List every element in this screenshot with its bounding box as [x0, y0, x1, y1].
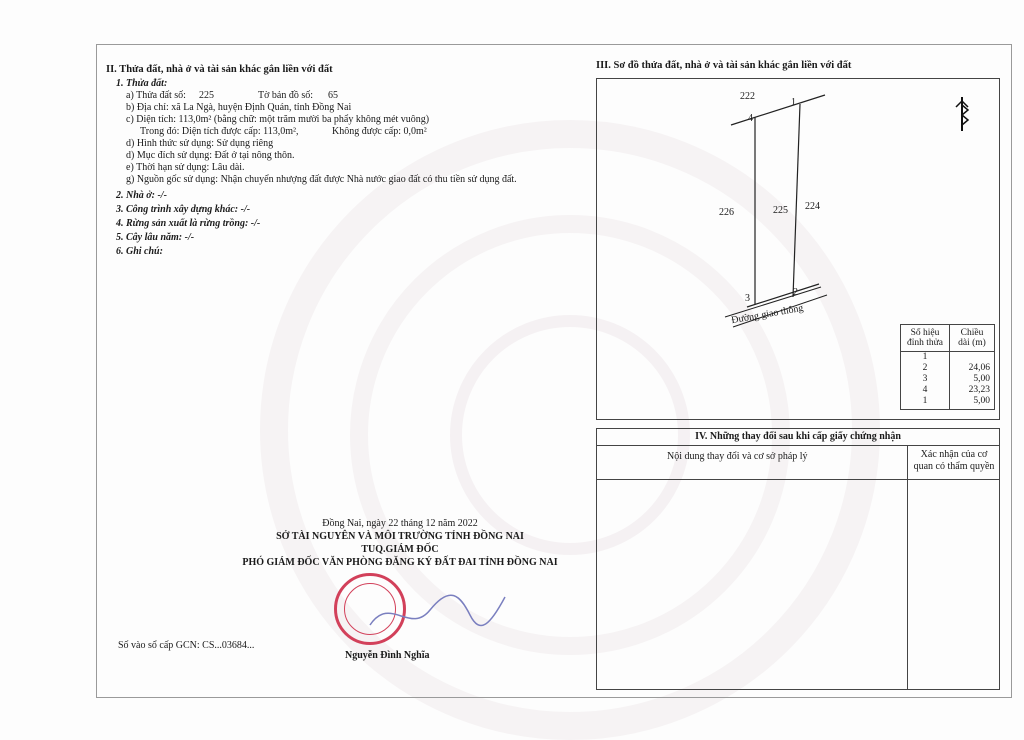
origin-of-use: g) Nguồn gốc sử dụng: Nhận chuyển nhượng đất được Nhà nước giao đất có thu tiền sử dụng đất.: [126, 174, 517, 185]
table-header-length: Chiều dài (m): [950, 325, 995, 352]
form-of-use: d) Hình thức sử dụng: Sử dụng riêng: [126, 138, 274, 149]
tuq-director: TUQ.GIÁM ĐỐC: [361, 544, 439, 555]
signer-position: PHÓ GIÁM ĐỐC VĂN PHÒNG ĐĂNG KÝ ĐẤT ĐAI TỈNH ĐỒNG NAI: [242, 557, 558, 568]
vertex-label-2: 2: [793, 287, 798, 298]
signer-name: Nguyễn Đình Nghĩa: [345, 650, 430, 661]
vertex-label-4: 4: [748, 113, 753, 124]
parcel-number: 225: [199, 90, 214, 101]
neighbor-parcel-north: 222: [740, 91, 755, 102]
construction-item: 3. Công trình xây dựng khác: -/-: [116, 204, 251, 215]
vertex-label-3: 3: [745, 293, 750, 304]
edge-length-table: [900, 324, 995, 410]
area: c) Diện tích: 113,0m² (bằng chữ: một trăm mười ba phẩy không mét vuông): [126, 114, 430, 125]
table-cell: 24,06: [968, 363, 990, 373]
term-of-use: e) Thời hạn sử dụng: Lâu dài.: [126, 162, 245, 173]
changes-table: [596, 428, 1000, 690]
north-arrow-icon: [953, 97, 971, 131]
handwritten-signature: [360, 585, 510, 645]
changes-column-content: Nội dung thay đổi và cơ sở pháp lý: [667, 451, 808, 462]
table-column-lengths: [950, 352, 995, 410]
table-cell: 1: [922, 396, 928, 406]
trees-item: 5. Cây lâu năm: -/-: [116, 232, 195, 243]
column-divider: [907, 445, 908, 689]
table-cell: 2: [922, 363, 928, 373]
table-cell: 5,00: [973, 396, 990, 406]
registry-number: Số vào sổ cấp GCN: CS...03684...: [118, 640, 255, 651]
changes-column-confirmation: Xác nhận của cơ quan có thẩm quyền: [913, 449, 995, 472]
section3-title: III. Sơ đồ thửa đất, nhà ở và tài sản khác gắn liền với đất: [596, 60, 852, 71]
table-cell: 1: [922, 352, 928, 362]
table-column-vertices: [901, 352, 950, 410]
section2-title: II. Thửa đất, nhà ở và tài sản khác gắn liền với đất: [106, 64, 333, 75]
parcel-number-label-diagram: 225: [773, 205, 788, 216]
table-cell: 5,00: [973, 374, 990, 384]
area-granted: Trong đó: Diện tích được cấp: 113,0m²,: [140, 126, 299, 137]
neighbor-parcel-east: 224: [805, 201, 820, 212]
address: b) Địa chỉ: xã La Ngà, huyện Định Quán, tỉnh Đồng Nai: [126, 102, 352, 113]
purpose-of-use: d) Mục đích sử dụng: Đất ở tại nông thôn.: [126, 150, 295, 161]
vertex-label-1: 1: [791, 97, 796, 108]
section4-title: IV. Những thay đổi sau khi cấp giấy chứng nhận: [597, 429, 999, 446]
note-item: 6. Ghi chú:: [116, 246, 163, 257]
road-label: Đường giao thông: [730, 302, 805, 327]
parcel-number-label: a) Thửa đất số:: [126, 90, 186, 101]
forest-item: 4. Rừng sản xuất là rừng trồng: -/-: [116, 218, 261, 229]
table-cell: 3: [922, 374, 928, 384]
issuing-agency: SỞ TÀI NGUYÊN VÀ MÔI TRƯỜNG TỈNH ĐỒNG NAI: [276, 531, 524, 542]
neighbor-parcel-west: 226: [719, 207, 734, 218]
area-not-granted: Không được cấp: 0,0m²: [332, 126, 427, 137]
table-header-vertex: Số hiệu đỉnh thửa: [901, 325, 950, 352]
place-date: Đồng Nai, ngày 22 tháng 12 năm 2022: [322, 518, 478, 529]
table-cell: 4: [922, 385, 928, 395]
map-number: 65: [328, 90, 338, 101]
land-heading: 1. Thửa đất:: [116, 78, 168, 89]
table-cell: 23,23: [968, 385, 990, 395]
house-item: 2. Nhà ở: -/-: [116, 190, 167, 201]
map-number-label: Tờ bản đồ số:: [258, 90, 314, 101]
